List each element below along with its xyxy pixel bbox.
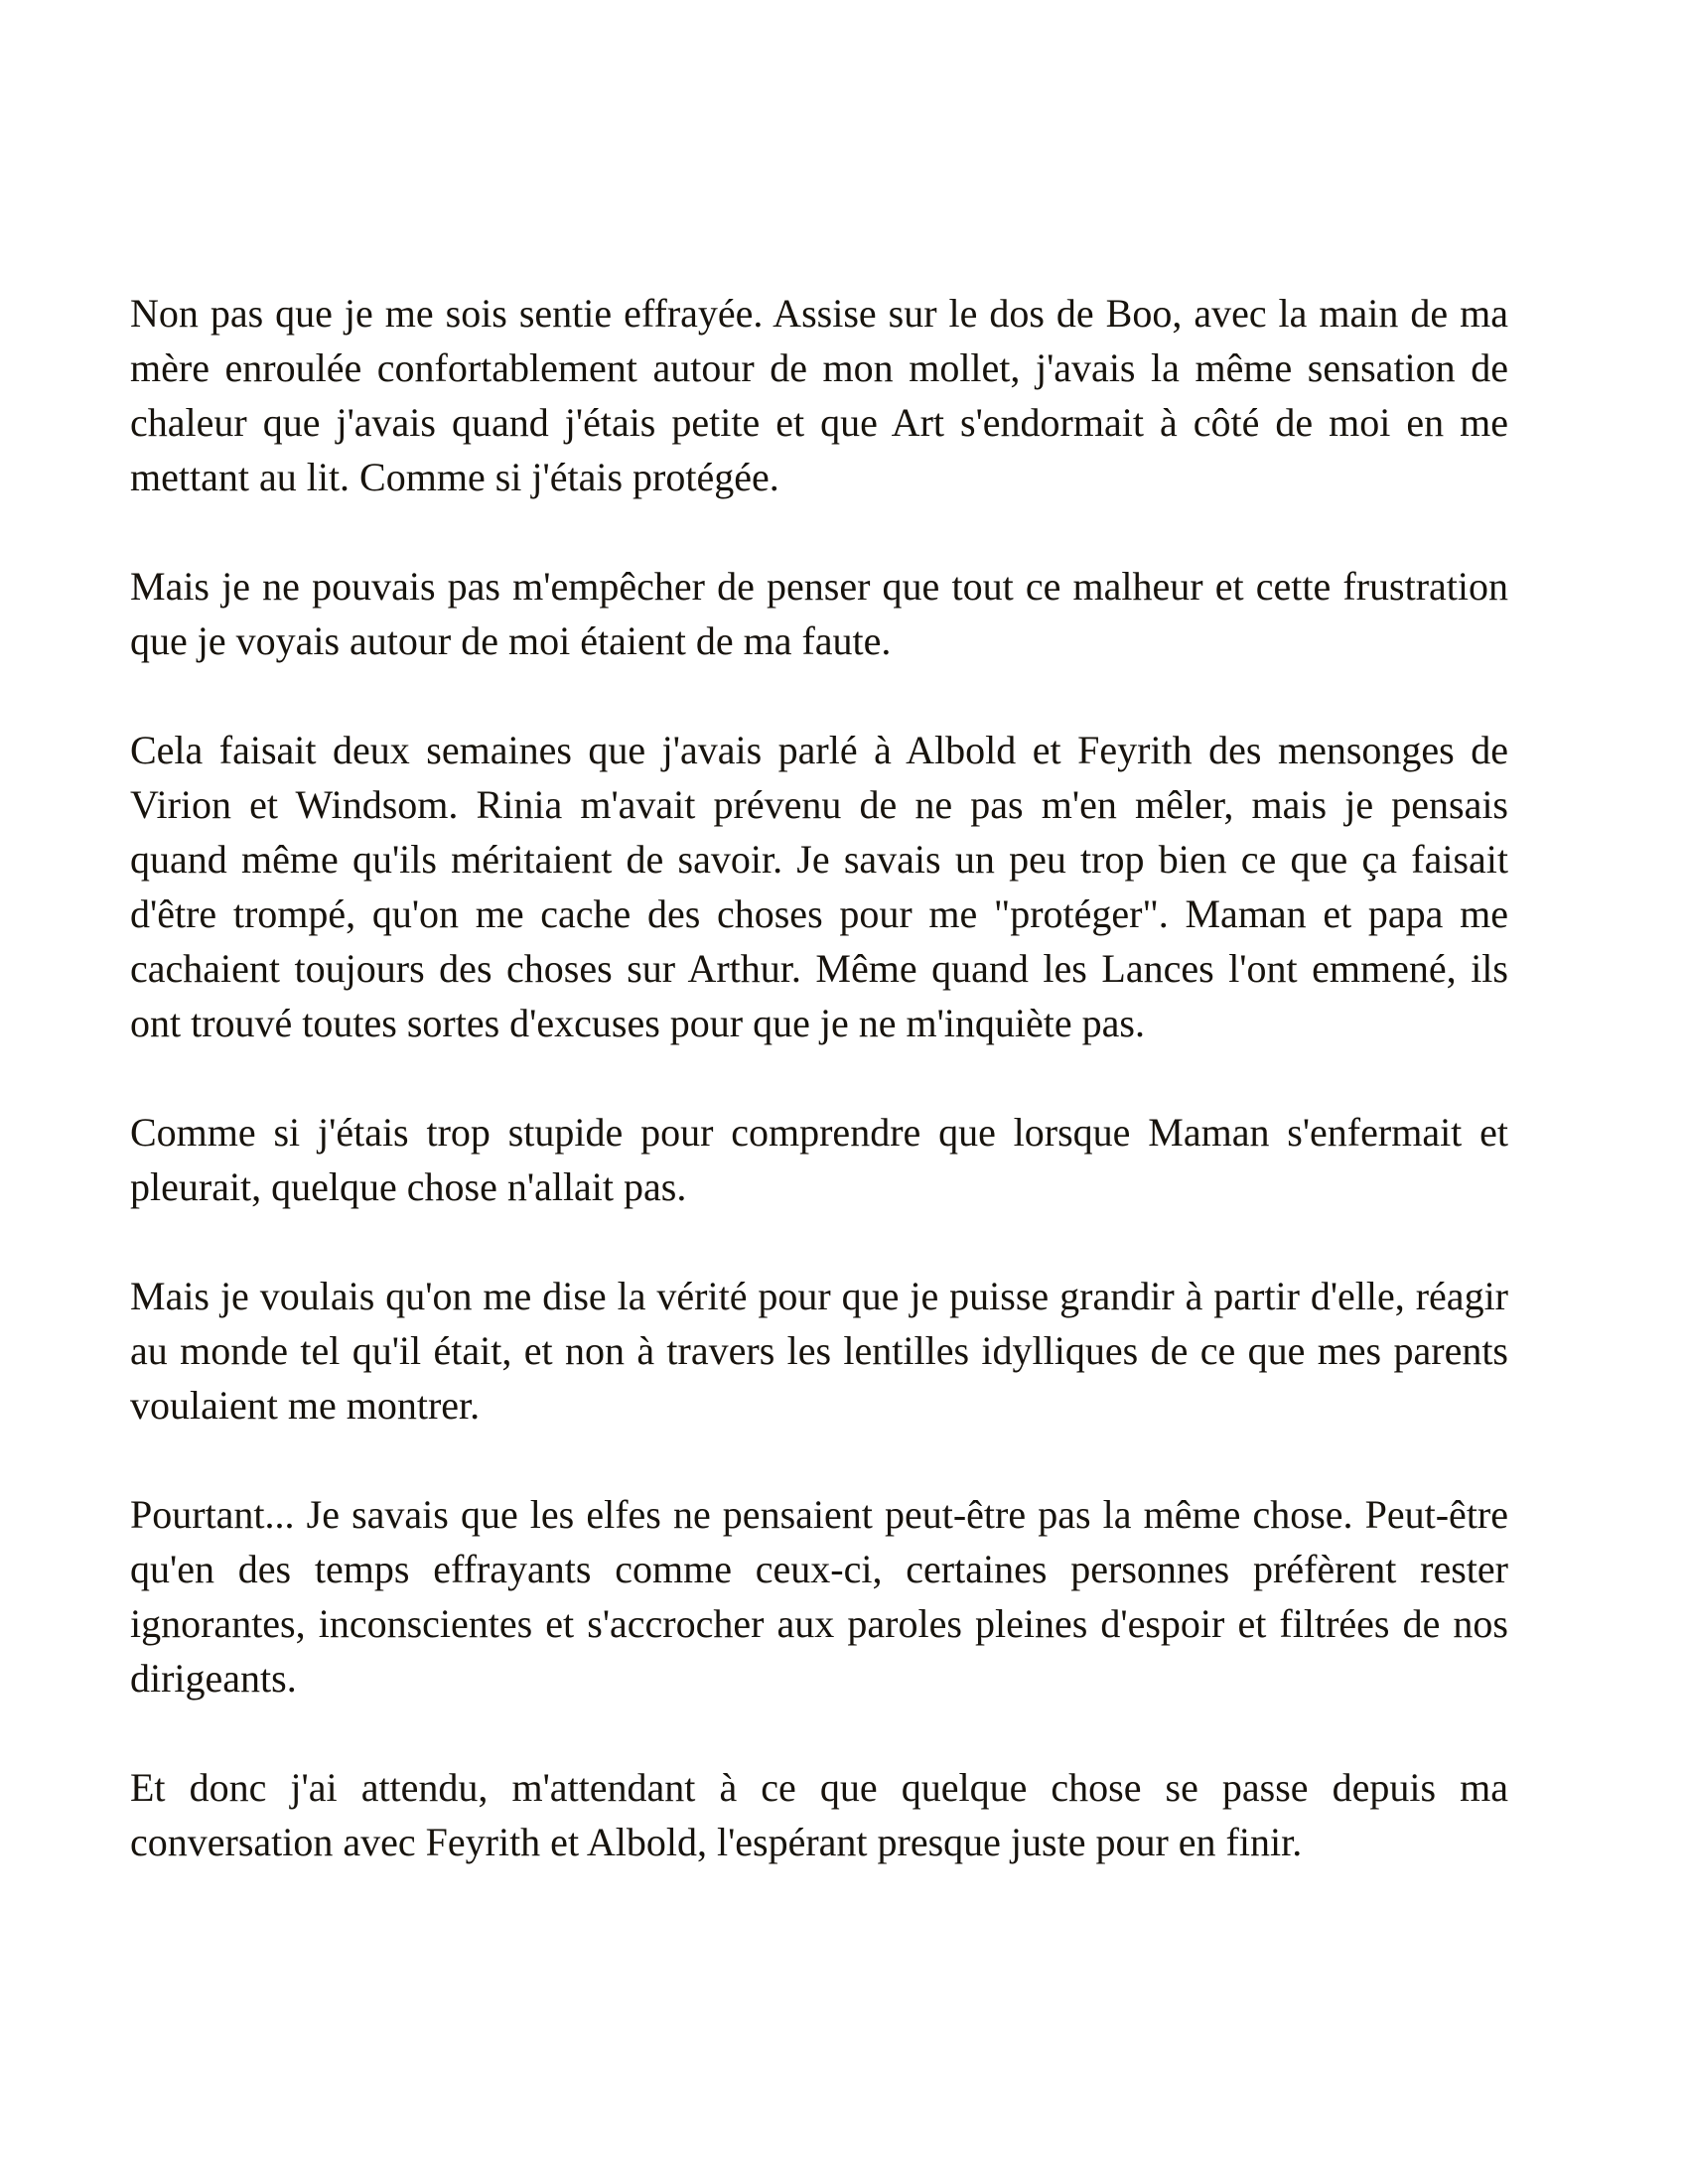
paragraph: Comme si j'étais trop stupide pour comprendre que lorsque Maman s'enfermait et pleurait, quelque chose n'allait pas. [130,1110,1508,1209]
paragraph: Pourtant... Je savais que les elfes ne pensaient peut-être pas la même chose. Peut-être qu'en des temps effrayants comme ceux-ci, certaines personnes préfèrent rester ignorantes, inconscientes et s'accrocher aux paroles pleines d'espoir et filtrées de nos dirigeants. [130,1492,1508,1701]
paragraph: Cela faisait deux semaines que j'avais parlé à Albold et Feyrith des mensonges de Virion et Windsom. Rinia m'avait prévenu de ne pas m'en mêler, mais je pensais quand même qu'ils méritaient de savoir. Je savais un peu trop bien ce que ça faisait d'être trompé, qu'on me cache des choses pour me "protéger". Maman et papa me cachaient toujours des choses sur Arthur. Même quand les Lances l'ont emmené, ils ont trouvé toutes sortes d'excuses pour que je ne m'inquiète pas. [130,728,1508,1045]
paragraph: Non pas que je me sois sentie effrayée. Assise sur le dos de Boo, avec la main de ma mère enroulée confortablement autour de mon mollet, j'avais la même sensation de chaleur que j'avais quand j'étais petite et que Art s'endormait à côté de moi en me mettant au lit. Comme si j'étais protégée. [130,291,1508,499]
paragraph: Et donc j'ai attendu, m'attendant à ce que quelque chose se passe depuis ma conversation avec Feyrith et Albold, l'espérant presque juste pour en finir. [130,1765,1508,1864]
paragraph: Mais je voulais qu'on me dise la vérité pour que je puisse grandir à partir d'elle, réagir au monde tel qu'il était, et non à travers les lentilles idylliques de ce que mes parents voulaient me montrer. [130,1274,1508,1428]
paragraph: Mais je ne pouvais pas m'empêcher de penser que tout ce malheur et cette frustration que je voyais autour de moi étaient de ma faute. [130,564,1508,663]
body-text [130,286,1508,1869]
